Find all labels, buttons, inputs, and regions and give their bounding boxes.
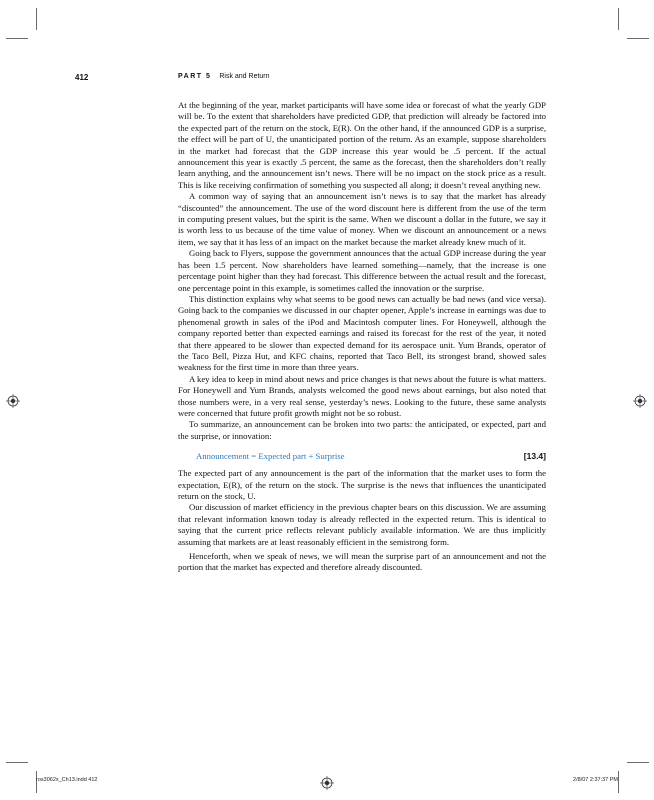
crop-mark [6,762,28,763]
part-label: PART 5 [178,73,212,80]
paragraph: This distinction explains why what seems to be good news can actually be bad news (and vice versa). Going back to the companies we discussed in our chapter opener, Apple’s increase in earnings was due to phenomenal growth in sales of the iPod and Macintosh computer lines. For Honeywell, although the company reported better than expected earnings and raised its forecast for the rest of the year, it noted that there appeared to be slower than expected demand for its aerospace unit. Yum Brands, operator of the Taco Bell, Pizza Hut, and KFC chains, reported that Taco Bell, its strongest brand, showed sales weakness for the first time in more than three years. [178,293,546,373]
registration-mark-icon [320,776,334,790]
running-header [0,73,654,85]
paragraph: A key idea to keep in mind about news and price changes is that news about the future is what matters. For Honeywell and Yum Brands, analysts welcomed the good news about earnings, but also noted that those numbers were, in a very real sense, yesterday’s news. Looking to the future, these same analysts were concerned that future profit growth might not be so robust. [178,373,546,418]
registration-mark-icon [633,394,647,408]
footer-timestamp: 2/8/07 2:37:37 PM [573,777,618,783]
paragraph: Going back to Flyers, suppose the government announces that the actual GDP increase during the year has been 1.5 percent. Now shareholders have learned something—namely, that the increase is one percentage point higher than they had forecast. This difference between the actual result and the forecast, one percentage point in this example, is sometimes called the innovation or the surprise. [178,248,546,293]
paragraph: The expected part of any announcement is the part of the information that the market uses to form the expectation, E(R), of the return on the stock. The surprise is the news that influences the unanticipated return on the stock, U. [178,468,546,501]
crop-mark [618,8,619,30]
paragraph: A common way of saying that an announcement isn’t news is to say that the market has already “discounted” the announcement. The use of the word discount here is different from the use of the term in computing present values, but the spirit is the same. When we discount a dollar in the future, we say it is worth less to us because of the time value of money. When we discount an announcement or a news item, we say that it has less of an impact on the market because the market already knew much of it. [178,191,546,247]
body-text [178,100,546,574]
part-heading [178,73,270,80]
crop-mark [618,771,619,793]
paragraph: At the beginning of the year, market participants will have some idea or forecast of what the yearly GDP will be. To the extent that shareholders have predicted GDP, that prediction will already be factored into the expected part of the return on the stock, E(R). On the other hand, if the announced GDP is a surprise, the effect will be part of U, the unanticipated portion of the return. As an example, suppose shareholders in the market had forecast that the GDP increase this year would be .5 percent. If the actual announcement this year is exactly .5 percent, the same as the forecast, then the shareholders don’t really learn anything, and the announcement isn’t news. There will be no impact on the stock price as a result. This is like receiving confirmation of something you suspected all along; it doesn’t reveal anything new. [178,100,546,190]
page-number: 412 [75,73,89,82]
footer-file: ros3062x_Ch13.indd 412 [36,777,98,783]
equation-number: [13.4] [523,451,546,462]
part-title: Risk and Return [219,73,270,80]
paragraph: Our discussion of market efficiency in the previous chapter bears on this discussion. We are assuming that relevant information known today is already reflected in the expected return. This is identical to saying that the current price reflects relevant publicly available information. We are thus implicitly assuming that markets are at least reasonably efficient in the semistrong form. [178,502,546,547]
equation-text: Announcement = Expected part + Surprise [196,451,345,462]
paragraph: Henceforth, when we speak of news, we will mean the surprise part of an announcement and not the portion that the market has expected and therefore already discounted. [178,551,546,573]
crop-mark [6,38,28,39]
paragraph: To summarize, an announcement can be broken into two parts: the anticipated, or expected, part and the surprise, or innovation: [178,419,546,441]
registration-mark-icon [6,394,20,408]
equation [178,449,546,463]
crop-mark [627,38,649,39]
crop-mark [627,762,649,763]
crop-mark [36,8,37,30]
